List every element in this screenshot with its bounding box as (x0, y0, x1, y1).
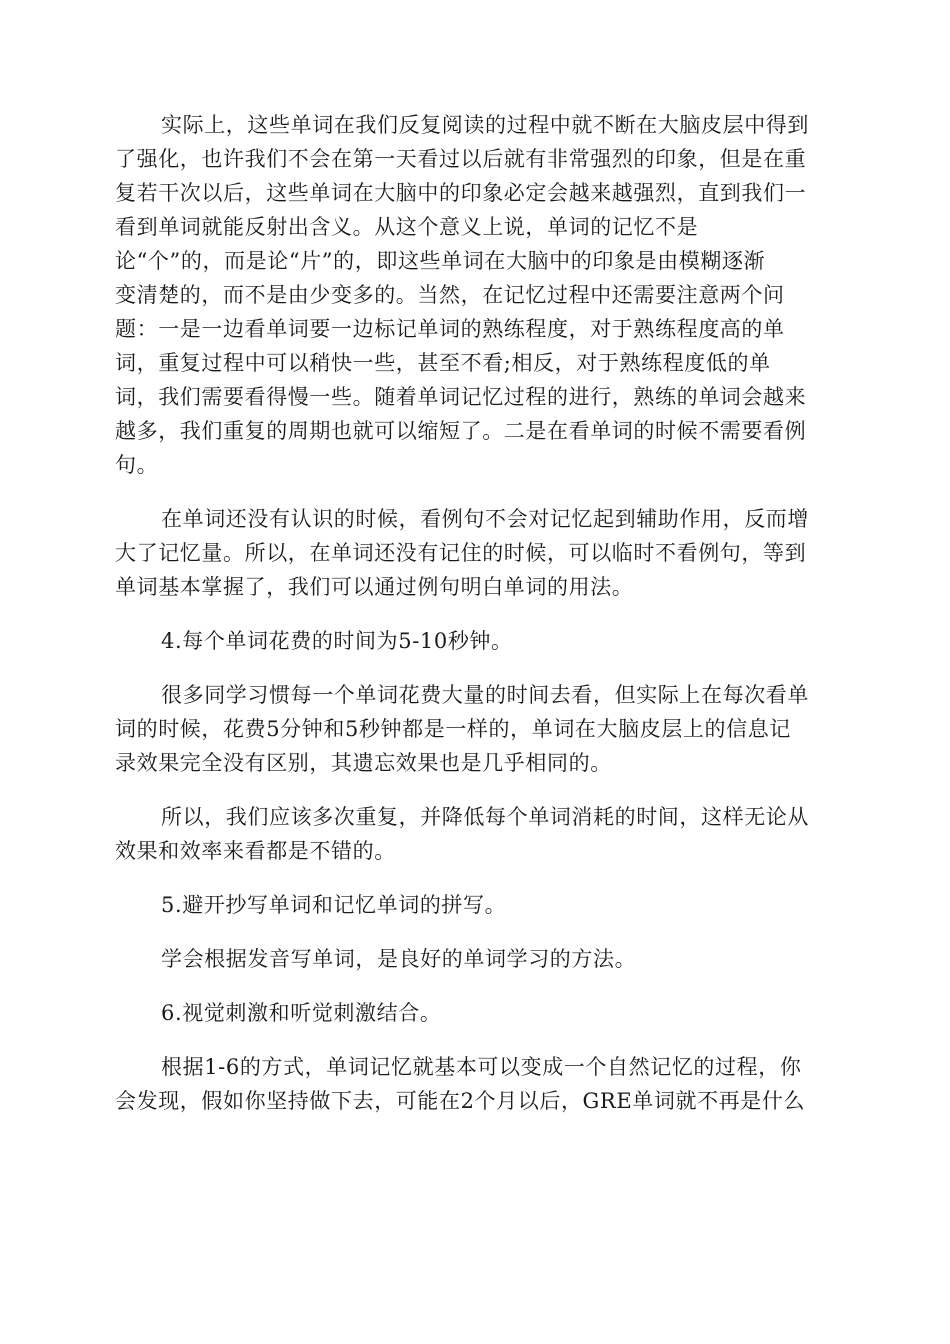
text-line: 4.每个单词花费的时间为5-10秒钟。 (161, 629, 513, 653)
text-line: 学会根据发音写单词，是良好的单词学习的方法。 (161, 947, 637, 971)
paragraph (115, 1050, 835, 1118)
text-line: 大了记忆量。所以，在单词还没有记住的时候，可以临时不看例句，等到 (115, 541, 807, 565)
text-line: 复若干次以后，这些单词在大脑中的印象必定会越来越强烈，直到我们一 (115, 181, 807, 205)
text-line: 实际上，这些单词在我们反复阅读的过程中就不断在大脑皮层中得到 (161, 113, 809, 137)
text-line: 看到单词就能反射出含义。从这个意义上说，单词的记忆不是 (115, 215, 699, 239)
paragraph (115, 800, 835, 868)
text-line: 所以，我们应该多次重复，并降低每个单词消耗的时间，这样无论从 (161, 805, 809, 829)
text-line: 会发现，假如你坚持做下去，可能在2个月以后，GRE单词就不再是什么 (115, 1089, 806, 1113)
text-line: 越多，我们重复的周期也就可以缩短了。二是在看单词的时候不需要看例 (115, 419, 807, 443)
text-line: 句。 (115, 453, 159, 477)
text-line: 单词基本掌握了，我们可以通过例句明白单词的用法。 (115, 575, 634, 599)
text-line: 录效果完全没有区别，其遗忘效果也是几乎相同的。 (115, 751, 612, 775)
text-line: 了强化，也许我们不会在第一天看过以后就有非常强烈的印象，但是在重 (115, 147, 807, 171)
paragraph (115, 942, 835, 976)
text-line: 效果和效率来看都是不错的。 (115, 839, 396, 863)
text-line: 在单词还没有认识的时候，看例句不会对记忆起到辅助作用，反而增 (161, 507, 809, 531)
text-line: 题：一是一边看单词要一边标记单词的熟练程度，对于熟练程度高的单 (115, 317, 785, 341)
text-line: 词的时候，花费5分钟和5秒钟都是一样的，单词在大脑皮层上的信息记 (115, 717, 791, 741)
paragraph (115, 678, 835, 780)
paragraph (115, 888, 835, 922)
text-line: 根据1-6的方式，单词记忆就基本可以变成一个自然记忆的过程，你 (161, 1055, 802, 1079)
paragraph (115, 502, 835, 604)
text-line: 词，重复过程中可以稍快一些，甚至不看;相反，对于熟练程度低的单 (115, 351, 771, 375)
text-line: 词，我们需要看得慢一些。随着单词记忆过程的进行，熟练的单词会越来 (115, 385, 807, 409)
text-line: 变清楚的，而不是由少变多的。当然，在记忆过程中还需要注意两个问 (115, 283, 785, 307)
text-line: 5.避开抄写单词和记忆单词的拼写。 (161, 893, 507, 917)
document-body (115, 108, 835, 1118)
text-line: 6.视觉刺激和听觉刺激结合。 (161, 1001, 442, 1025)
paragraph (115, 624, 835, 658)
paragraph (115, 996, 835, 1030)
paragraph (115, 108, 835, 482)
text-line: 很多同学习惯每一个单词花费大量的时间去看，但实际上在每次看单 (161, 683, 809, 707)
text-line: 论“个”的，而是论“片”的，即这些单词在大脑中的印象是由模糊逐渐 (115, 249, 766, 273)
